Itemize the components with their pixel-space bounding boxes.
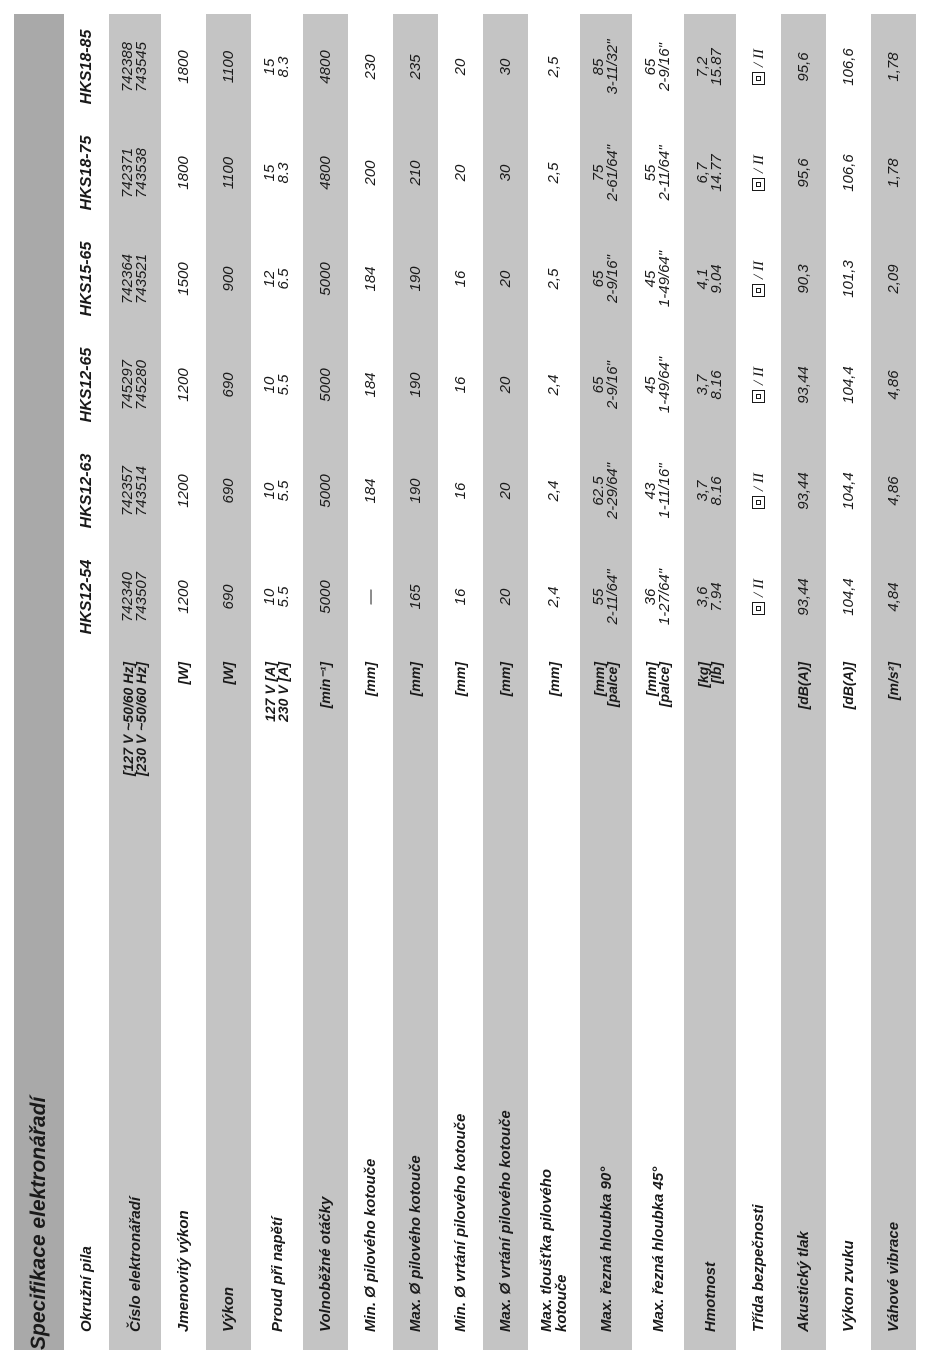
double-insulation-icon [752, 284, 765, 297]
value-cell: 93,44 [781, 332, 826, 438]
row-cut-depth-45 [632, 14, 684, 1350]
row-unit: [W] [161, 650, 206, 805]
value-cell: 5000 [303, 544, 348, 650]
row-max-blade-thickness [528, 14, 580, 1350]
row-label: Min. Ø pilového kotouče [348, 805, 393, 1350]
unit-cell [64, 650, 109, 805]
value-cell: 4,86 [871, 332, 916, 438]
value-cell: 4800 [303, 14, 348, 120]
value-cell: 104,4 [826, 332, 871, 438]
value-cell: 36 1-27/64" [632, 544, 684, 650]
value-cell: 2,09 [871, 226, 916, 332]
value-cell: 900 [206, 226, 251, 332]
row-label: Akustický tlak [781, 805, 826, 1350]
row-unit: [mm] [528, 650, 580, 805]
value-cell: 690 [206, 438, 251, 544]
double-insulation-icon [752, 390, 765, 403]
value-cell: 93,44 [781, 438, 826, 544]
value-cell: 10 5.5 [251, 332, 303, 438]
value-cell: 15 8.3 [251, 14, 303, 120]
value-cell: 690 [206, 544, 251, 650]
value-cell: 20 [438, 14, 483, 120]
value-cell: 3,6 7.94 [684, 544, 736, 650]
value-cell: 55 2-11/64" [580, 544, 632, 650]
row-unit: [mm] [483, 650, 528, 805]
value-cell: 15 8.3 [251, 120, 303, 226]
value-cell: 5000 [303, 332, 348, 438]
row-unit: [mm] [palce] [632, 650, 684, 805]
row-label: Výkon zvuku [826, 805, 871, 1350]
row-unit: [m/s²] [871, 650, 916, 805]
value-cell: 235 [393, 14, 438, 120]
value-cell: 85 3-11/32" [580, 14, 632, 120]
value-cell: 1200 [161, 438, 206, 544]
row-unit: [127 V ~50/60 Hz] [230 V ~50/60 Hz] [109, 650, 161, 805]
value-cell: 101,3 [826, 226, 871, 332]
row-unit [736, 650, 781, 805]
value-cell: 20 [483, 332, 528, 438]
value-cell: 95,6 [781, 120, 826, 226]
row-unit: [mm] [393, 650, 438, 805]
value-cell: 2,5 [528, 14, 580, 120]
value-cell: 16 [438, 438, 483, 544]
row-label: Volnoběžné otáčky [303, 805, 348, 1350]
row-sound-pressure [781, 14, 826, 1350]
value-cell: 3,7 8.16 [684, 332, 736, 438]
value-cell: 742340 743507 [109, 544, 161, 650]
value-cell: 4800 [303, 120, 348, 226]
value-cell: / II [736, 14, 781, 120]
row-max-bore [483, 14, 528, 1350]
value-cell: 4,86 [871, 438, 916, 544]
value-cell: 210 [393, 120, 438, 226]
value-cell: 4,84 [871, 544, 916, 650]
value-cell: 1200 [161, 544, 206, 650]
value-cell: 190 [393, 332, 438, 438]
value-cell: 106,6 [826, 14, 871, 120]
models-label: Okružní pila [64, 805, 109, 1350]
value-cell: 104,4 [826, 544, 871, 650]
value-cell: 10 5.5 [251, 438, 303, 544]
value-cell: 742388 743545 [109, 14, 161, 120]
value-cell: 2,4 [528, 438, 580, 544]
row-label: Max. Ø vrtání pilového kotouče [483, 805, 528, 1350]
row-output-power [206, 14, 251, 1350]
value-cell: 95,6 [781, 14, 826, 120]
value-cell: 1,78 [871, 14, 916, 120]
value-cell: 65 2-9/16" [632, 14, 684, 120]
value-cell: 742371 743538 [109, 120, 161, 226]
value-cell: 190 [393, 438, 438, 544]
value-cell: 2,4 [528, 544, 580, 650]
value-cell: 16 [438, 332, 483, 438]
value-cell: 90,3 [781, 226, 826, 332]
row-label: Max. řezná hloubka 45° [632, 805, 684, 1350]
value-cell: 742364 743521 [109, 226, 161, 332]
row-current [251, 14, 303, 1350]
value-cell: 43 1-11/16" [632, 438, 684, 544]
row-unit: [mm] [348, 650, 393, 805]
value-cell: 742357 743514 [109, 438, 161, 544]
value-cell: 65 2-9/16" [580, 226, 632, 332]
row-label: Max. Ø pilového kotouče [393, 805, 438, 1350]
spec-table [14, 14, 916, 1350]
row-min-bore [438, 14, 483, 1350]
value-cell: 30 [483, 14, 528, 120]
value-cell: 184 [348, 438, 393, 544]
table-title: Specifikace elektronářadí [14, 14, 64, 1350]
row-label: Jmenovitý výkon [161, 805, 206, 1350]
value-cell: 1100 [206, 120, 251, 226]
row-label: Třída bezpečnosti [736, 805, 781, 1350]
value-cell: 2,4 [528, 332, 580, 438]
row-label: Max. řezná hloubka 90° [580, 805, 632, 1350]
row-max-blade-diameter [393, 14, 438, 1350]
value-cell: 690 [206, 332, 251, 438]
value-cell: 230 [348, 14, 393, 120]
value-cell: / II [736, 226, 781, 332]
row-unit: [min⁻¹] [303, 650, 348, 805]
row-min-blade-diameter [348, 14, 393, 1350]
value-cell: / II [736, 544, 781, 650]
value-cell: 745297 745280 [109, 332, 161, 438]
row-weight [684, 14, 736, 1350]
row-sound-power [826, 14, 871, 1350]
row-unit: [mm] [palce] [580, 650, 632, 805]
value-cell: 12 6.5 [251, 226, 303, 332]
value-cell: 16 [438, 544, 483, 650]
value-cell: 1,78 [871, 120, 916, 226]
value-cell: 184 [348, 226, 393, 332]
row-cut-depth-90 [580, 14, 632, 1350]
value-cell: 62.5 2-29/64" [580, 438, 632, 544]
value-cell: 5000 [303, 226, 348, 332]
model-header: HKS12-63 [64, 438, 109, 544]
value-cell: 200 [348, 120, 393, 226]
row-vibration [871, 14, 916, 1350]
value-cell: 1800 [161, 14, 206, 120]
row-label: Váhové vibrace [871, 805, 916, 1350]
title-row [14, 14, 64, 1350]
model-header: HKS15-65 [64, 226, 109, 332]
value-cell: 55 2-11/64" [632, 120, 684, 226]
value-cell: 4,1 9.04 [684, 226, 736, 332]
value-cell: 20 [483, 438, 528, 544]
row-unit: [dB(A)] [781, 650, 826, 805]
row-label: Výkon [206, 805, 251, 1350]
value-cell: 2,5 [528, 226, 580, 332]
row-label: Max. tloušťka pilového kotouče [528, 805, 580, 1350]
value-cell: 20 [483, 544, 528, 650]
row-label: Hmotnost [684, 805, 736, 1350]
value-cell: 106,6 [826, 120, 871, 226]
model-header: HKS18-75 [64, 120, 109, 226]
value-cell: 1100 [206, 14, 251, 120]
row-unit: [dB(A)] [826, 650, 871, 805]
value-cell: 45 1-49/64" [632, 226, 684, 332]
value-cell: 65 2-9/16" [580, 332, 632, 438]
double-insulation-icon [752, 178, 765, 191]
value-cell: 45 1-49/64" [632, 332, 684, 438]
value-cell: 75 2-61/64" [580, 120, 632, 226]
value-cell: 93,44 [781, 544, 826, 650]
value-cell: / II [736, 120, 781, 226]
value-cell: 20 [483, 226, 528, 332]
row-label: Číslo elektronářadí [109, 805, 161, 1350]
value-cell: 184 [348, 332, 393, 438]
value-cell: 104,4 [826, 438, 871, 544]
row-unit: [kg] [lb] [684, 650, 736, 805]
value-cell: 10 5.5 [251, 544, 303, 650]
model-header: HKS12-65 [64, 332, 109, 438]
model-header: HKS18-85 [64, 14, 109, 120]
value-cell: 16 [438, 226, 483, 332]
header-row [64, 14, 109, 1350]
value-cell: / II [736, 332, 781, 438]
value-cell: 1200 [161, 332, 206, 438]
value-cell: 1500 [161, 226, 206, 332]
value-cell: 20 [438, 120, 483, 226]
row-rated-power [161, 14, 206, 1350]
double-insulation-icon [752, 602, 765, 615]
value-cell: 5000 [303, 438, 348, 544]
value-cell: 1800 [161, 120, 206, 226]
value-cell: 2,5 [528, 120, 580, 226]
row-unit: [W] [206, 650, 251, 805]
row-label: Proud při napětí [251, 805, 303, 1350]
double-insulation-icon [752, 496, 765, 509]
value-cell: 165 [393, 544, 438, 650]
row-no-load-speed [303, 14, 348, 1350]
row-label: Min. Ø vrtání pilového kotouče [438, 805, 483, 1350]
value-cell: 7,2 15.87 [684, 14, 736, 120]
value-cell: 6,7 14.77 [684, 120, 736, 226]
value-cell: 190 [393, 226, 438, 332]
value-cell: — [348, 544, 393, 650]
model-header: HKS12-54 [64, 544, 109, 650]
value-cell: 3,7 8.16 [684, 438, 736, 544]
row-unit: 127 V [A] 230 V [A] [251, 650, 303, 805]
row-article-number [109, 14, 161, 1350]
row-unit: [mm] [438, 650, 483, 805]
value-cell: / II [736, 438, 781, 544]
double-insulation-icon [752, 72, 765, 85]
value-cell: 30 [483, 120, 528, 226]
row-safety-class [736, 14, 781, 1350]
